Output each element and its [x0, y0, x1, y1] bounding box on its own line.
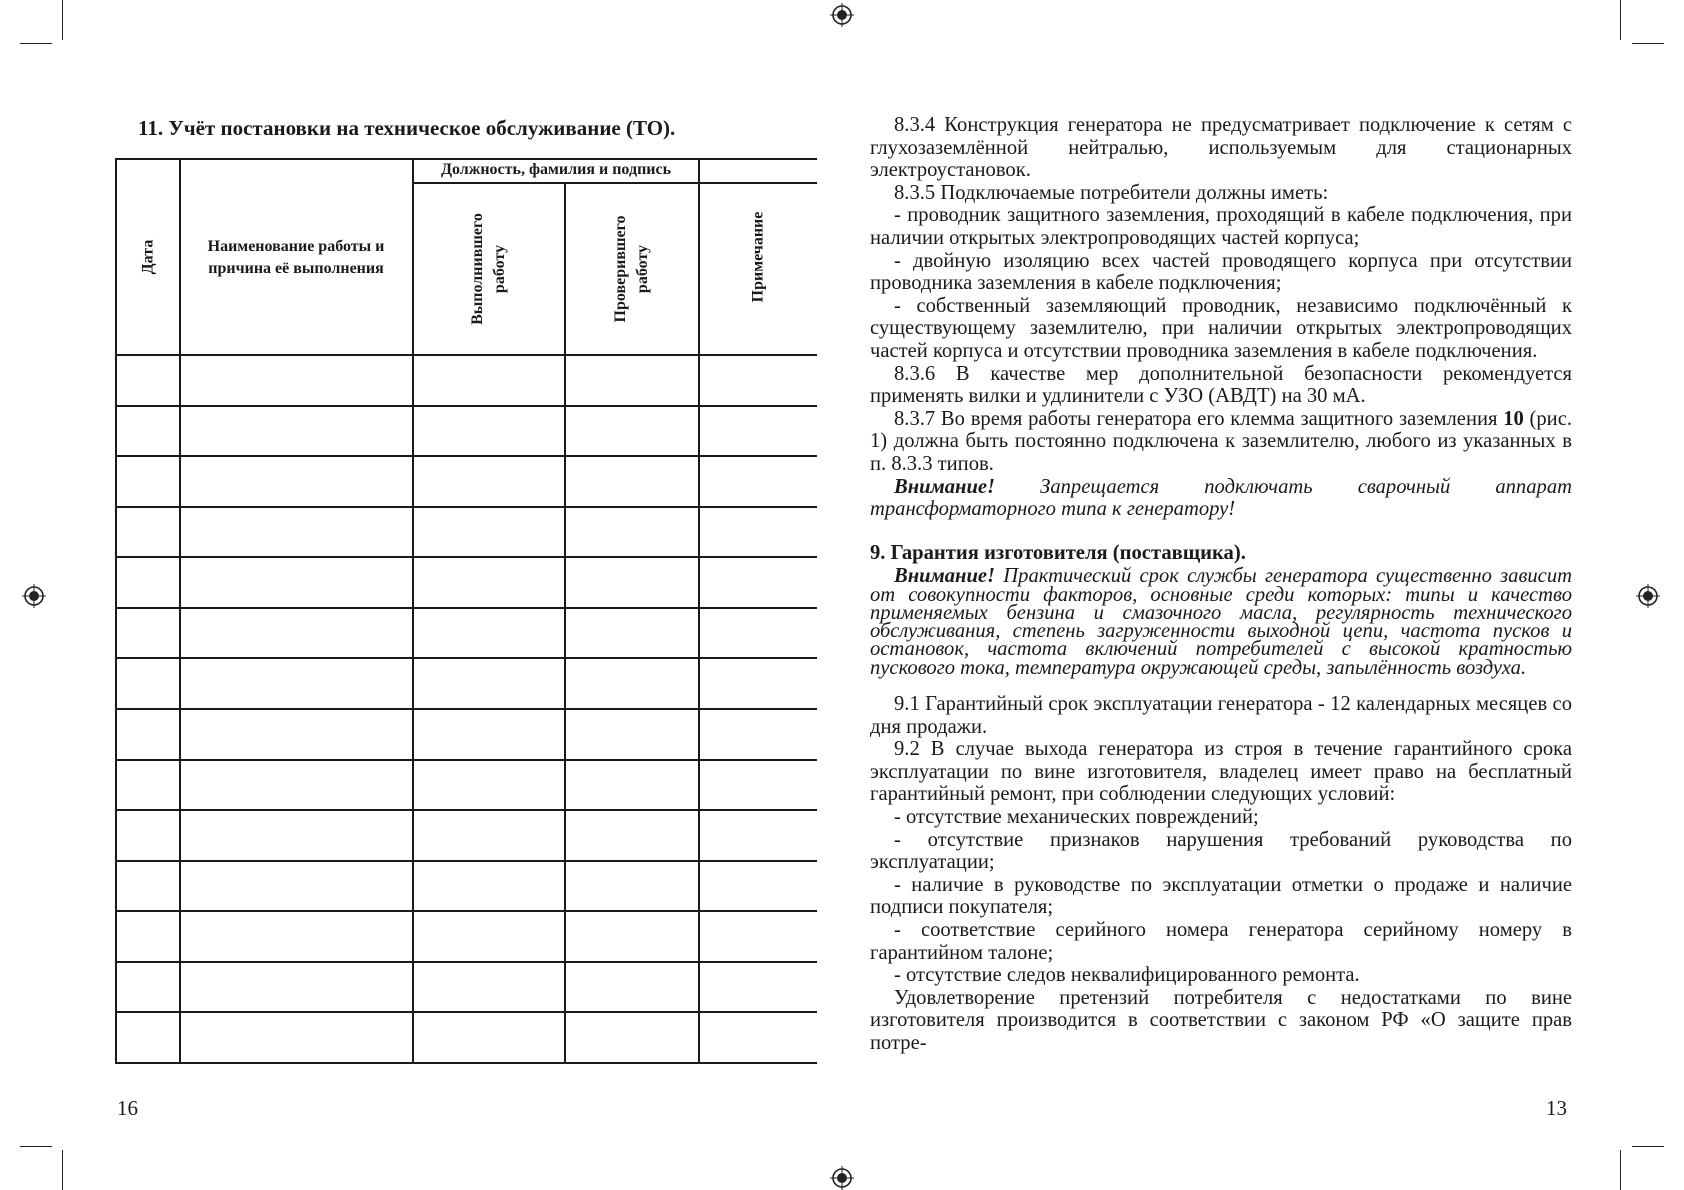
crop-mark [20, 43, 52, 44]
maintenance-table [115, 158, 817, 1064]
header-date [117, 160, 179, 354]
paragraph-8-3-5: 8.3.5 Подключаемые потребители должны иметь: [894, 181, 1329, 204]
list-item: - собственный заземляющий проводник, независимо подключённый к существующему заземлителю, при наличии открытых электропроводящих частей корпуса и отсутствии проводника заземления в кабеле подключения. [870, 294, 1572, 362]
paragraph-8-3-7-end: (рис. 1) должна быть постоянно подключена к заземлителю, любого из указанных в п. 8.3.3 типов. [870, 407, 1572, 475]
table-row-divider [115, 961, 817, 963]
registration-mark-icon [1636, 584, 1660, 608]
right-page-text [870, 114, 1572, 1055]
list-item: - проводник защитного заземления, проходящий в кабеле подключения, при наличии открытых электропроводящих частей корпуса; [870, 204, 1572, 249]
paragraph-9-1: 9.1 Гарантийный срок эксплуатации генератора - 12 календарных месяцев со дня продажи. [870, 693, 1572, 738]
crop-mark [20, 1146, 52, 1147]
page-number-left: 16 [117, 1096, 138, 1120]
header-performed-by [414, 184, 564, 354]
warning-text: Практический срок службы генератора существенно зависит от совокупности факторов, основные среди которых: типы и качество применяемых бензина и смазочного масла, регулярность технического обслуживания, степень загруженности выходной цепи, частота пусков и остановок, частота включений потребителей с высокой кратностью пускового тока, температура окружающей среды, запылённость воздуха. [870, 565, 1572, 679]
header-note [700, 160, 817, 354]
table-row-divider [115, 455, 817, 457]
registration-mark-icon [830, 1166, 854, 1190]
warning-service-life [870, 567, 1572, 677]
list-item: - двойную изоляцию всех частей проводящего корпуса при отсутствии проводника заземления в кабеле подключения; [870, 249, 1572, 295]
table-bottom-border [115, 1062, 817, 1064]
header-note-label: Примечание [749, 211, 767, 303]
crop-mark [1620, 1150, 1621, 1190]
warning-text: Запрещается подключать сварочный аппарат трансформаторного типа к генератору! [870, 475, 1572, 521]
table-row-divider [115, 708, 817, 710]
section-title-warranty: 9. Гарантия изготовителя (поставщика). [870, 541, 1246, 564]
table-row-divider [115, 405, 817, 407]
header-checked-by [566, 184, 698, 354]
list-item: - отсутствие следов неквалифицированного ремонта. [894, 964, 1360, 987]
table-row-divider [115, 860, 817, 862]
crop-mark [1632, 1146, 1664, 1147]
crop-mark [1632, 43, 1664, 44]
paragraph-8-3-7-start: 8.3.7 Во время работы генератора его клемма защитного заземления [894, 407, 1504, 430]
header-work-name: Наименование работы и причина её выполнения [207, 238, 385, 277]
header-performed-by-label: Выполнившего работу [469, 213, 508, 325]
table-row-divider [115, 607, 817, 609]
table-row-divider [115, 556, 817, 558]
crop-mark [62, 1150, 63, 1190]
registration-mark-icon [22, 584, 46, 608]
warning-label: Внимание! [894, 475, 996, 498]
page-number-right: 13 [1546, 1096, 1567, 1120]
crop-mark [1620, 0, 1621, 40]
list-item: - отсутствие признаков нарушения требований руководства по эксплуатации; [870, 828, 1572, 874]
table-row-divider [115, 657, 817, 659]
paragraph-8-3-6: 8.3.6 В качестве мер дополнительной безопасности рекомендуется применять вилки и удлинители с УЗО (АВДТ) на 30 мА. [870, 362, 1572, 408]
terminal-number: 10 [1503, 407, 1524, 430]
table-col-divider [179, 158, 181, 1064]
section-title-maintenance: 11. Учёт постановки на техническое обслуживание (ТО). [138, 116, 676, 140]
table-row-divider [115, 910, 817, 912]
crop-mark [62, 0, 63, 40]
table-row-divider [115, 506, 817, 508]
header-date-label: Дата [139, 239, 156, 275]
table-row-divider [115, 759, 817, 761]
list-item: - отсутствие механических повреждений; [894, 806, 1259, 829]
warning-welding [870, 476, 1572, 521]
warning-label: Внимание! [894, 565, 996, 588]
paragraph-8-3-4: 8.3.4 Конструкция генератора не предусматривает подключение к сетям с глухозаземлённой нейтралью, используемым для стационарных электроустановок. [870, 114, 1572, 182]
paragraph-9-2: 9.2 В случае выхода генератора из строя в течение гарантийного срока эксплуатации по вине изготовителя, владелец имеет право на бесплатный гарантийный ремонт, при соблюдении следующих условий: [870, 738, 1572, 806]
list-item: - соответствие серийного номера генератора серийному номеру в гарантийном талоне; [870, 919, 1572, 964]
header-checked-by-label: Проверившего работу [612, 215, 651, 323]
table-row-divider [115, 809, 817, 811]
table-header-bottom [115, 354, 817, 356]
table-row-divider [115, 1011, 817, 1013]
paragraph-claims: Удовлетворение претензий потребителя с недостатками по вине изготовителя производится в соответствии с законом РФ «О защите прав потре- [870, 986, 1572, 1054]
paragraph-8-3-7 [870, 408, 1572, 476]
header-position-signature: Должность, фамилия и подпись [440, 161, 672, 178]
list-item: - наличие в руководстве по эксплуатации отметки о продаже и наличие подписи покупателя; [870, 873, 1572, 919]
registration-mark-icon [830, 3, 854, 27]
